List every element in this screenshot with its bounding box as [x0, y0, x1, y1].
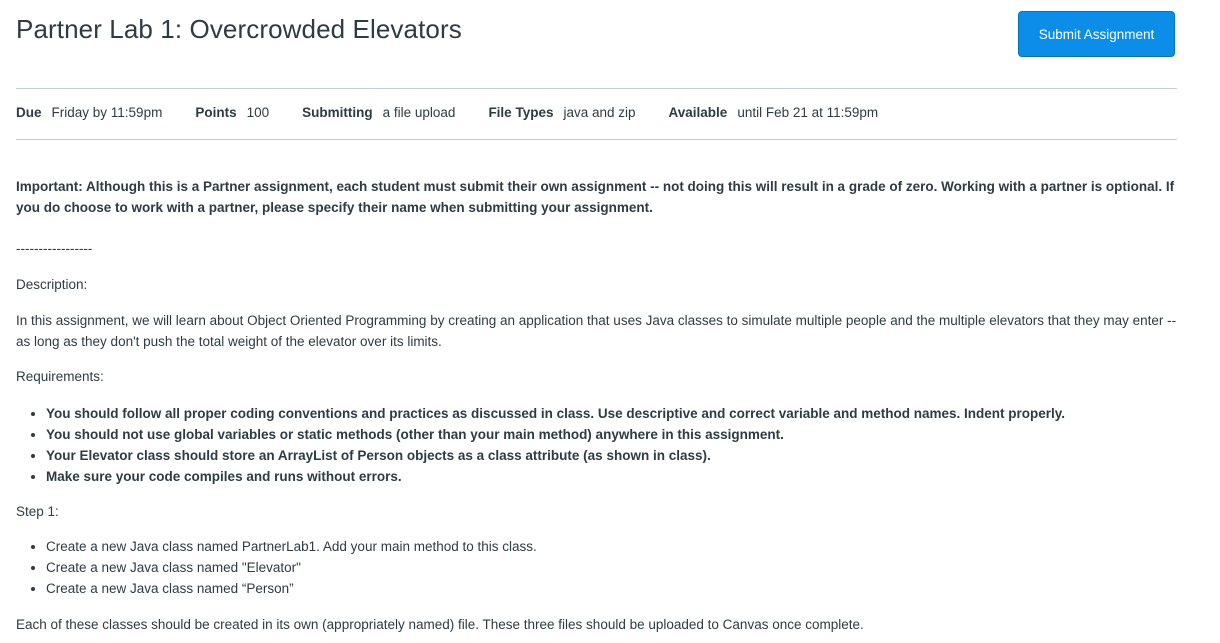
list-item: • You should follow all proper coding conventions and practices as discussed in class. Use descriptive and correct variable and method names. Indent properly.	[46, 403, 1178, 424]
detail-label: Due	[16, 105, 42, 120]
detail-value: java and zip	[563, 105, 636, 120]
requirements-list	[16, 403, 1178, 487]
page-title: Partner Lab 1: Overcrowded Elevators	[16, 14, 462, 44]
step1-heading: Step 1:	[16, 504, 59, 519]
list-item: • Make sure your code compiles and runs without errors.	[46, 466, 1178, 487]
important-notice: Important: Although this is a Partner assignment, each student must submit their own assignment -- not doing this will result in a grade of zero. Working with a partner is optional. If you do choose to work with a partner, please specify their name when submitting your assignment.	[16, 179, 1175, 215]
assignment-details	[16, 105, 878, 123]
closing-text: Each of these classes should be created in its own (appropriately named) file. These three files should be uploaded to Canvas once complete.	[16, 617, 864, 632]
detail-points	[195, 105, 269, 120]
divider-bottom	[16, 139, 1177, 140]
description-heading: Description:	[16, 277, 88, 292]
list-item: • Create a new Java class named “Person”	[46, 578, 1178, 599]
list-item: • Create a new Java class named PartnerLab1. Add your main method to this class.	[46, 536, 1178, 557]
detail-due	[16, 105, 162, 120]
detail-available	[669, 105, 879, 120]
divider-top	[16, 88, 1177, 89]
detail-label: Points	[195, 105, 237, 120]
detail-label: Submitting	[302, 105, 373, 120]
detail-value: until Feb 21 at 11:59pm	[737, 105, 879, 120]
description-text: In this assignment, we will learn about Object Oriented Programming by creating an application that uses Java classes to simulate multiple people and the multiple elevators that they may enter -- as long as they don't push the total weight of the elevator over its limits.	[16, 313, 1177, 349]
detail-label: Available	[668, 105, 728, 120]
detail-value: a file upload	[382, 105, 456, 120]
submit-assignment-button[interactable]: Submit Assignment	[1018, 11, 1175, 57]
detail-label: File Types	[488, 105, 554, 120]
step1-list	[16, 536, 1178, 599]
detail-value: 100	[246, 105, 270, 120]
detail-file-types	[488, 105, 635, 120]
requirements-heading: Requirements:	[16, 369, 104, 384]
list-item: • Your Elevator class should store an ArrayList of Person objects as a class attribute (as shown in class).	[46, 445, 1178, 466]
assignment-description	[16, 176, 1178, 635]
dash-divider: -----------------	[16, 241, 93, 256]
list-item: • Create a new Java class named "Elevator"	[46, 557, 1178, 578]
list-item: • You should not use global variables or static methods (other than your main method) anywhere in this assignment.	[46, 424, 1178, 445]
detail-submitting	[302, 105, 455, 120]
detail-value: Friday by 11:59pm	[51, 105, 163, 120]
